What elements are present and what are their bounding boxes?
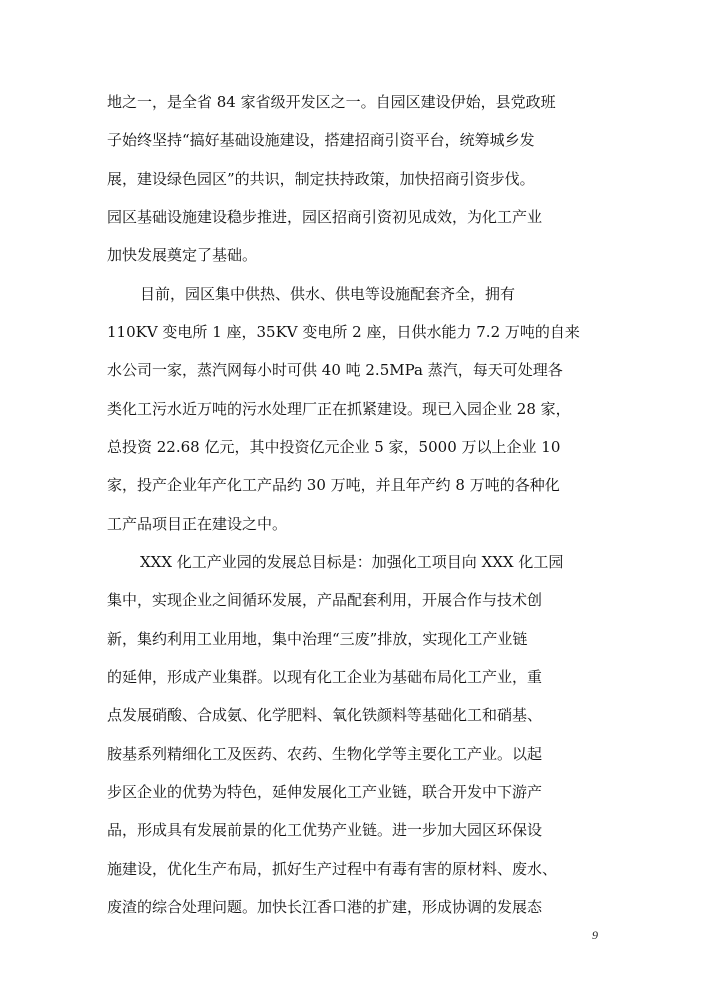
text-line: 的延伸，形成产业集群。以现有化工企业为基础布局化工产业，重 — [107, 668, 543, 686]
text-line: 工产品项目正在建设之中。 — [107, 515, 288, 533]
text-line: 点发展硝酸、合成氨、化学肥料、氧化铁颜料等基础化工和硝基、 — [107, 706, 543, 724]
text-line: 类化工污水近万吨的污水处理厂正在抓紧建设。现已入园企业 28 家， — [107, 400, 571, 418]
text-line: 胺基系列精细化工及医药、农药、生物化学等主要化工产业。以起 — [107, 745, 543, 763]
text-line: 加快发展奠定了基础。 — [107, 246, 258, 264]
text-line: 子始终坚持“搞好基础设施建设，搭建招商引资平台，统筹城乡发 — [107, 131, 535, 149]
text-line: 新，集约利用工业用地，集中治理“三废”排放，实现化工产业链 — [107, 630, 528, 648]
text-line: 施建设，优化生产布局，抓好生产过程中有毒有害的原材料、废水、 — [107, 860, 558, 878]
text-line: 家，投产企业年产化工产品约 30 万吨，并且年产约 8 万吨的各种化 — [107, 476, 560, 494]
text-line: 集中，实现企业之间循环发展，产品配套利用，开展合作与技术创 — [107, 591, 543, 609]
text-line: 园区基础设施建设稳步推进，园区招商引资初见成效，为化工产业 — [107, 208, 543, 226]
page-number: 9 — [592, 928, 598, 942]
text-line: 步区企业的优势为特色，延伸发展化工产业链，联合开发中下游产 — [107, 783, 543, 801]
text-line: 品，形成具有发展前景的化工优势产业链。进一步加大园区环保设 — [107, 821, 543, 839]
text-line: XXX 化工产业园的发展总目标是：加强化工项目向 XXX 化工园 — [140, 553, 564, 571]
text-line: 目前，园区集中供热、供水、供电等设施配套齐全，拥有 — [140, 285, 516, 303]
text-line: 110KV 变电所 1 座，35KV 变电所 2 座，日供水能力 7.2 万吨的自来 — [107, 323, 580, 341]
text-line: 地之一，是全省 84 家省级开发区之一。自园区建设伊始，县党政班 — [107, 93, 556, 111]
text-line: 废渣的综合处理问题。加快长江香口港的扩建，形成协调的发展态 — [107, 898, 543, 916]
text-line: 展，建设绿色园区”的共识，制定扶持政策，加快招商引资步伐。 — [107, 170, 535, 188]
text-line: 总投资 22.68 亿元，其中投资亿元企业 5 家，5000 万以上企业 10 — [107, 438, 561, 456]
text-line: 水公司一家，蒸汽网每小时可供 40 吨 2.5MPa 蒸汽，每天可处理各 — [107, 361, 563, 379]
